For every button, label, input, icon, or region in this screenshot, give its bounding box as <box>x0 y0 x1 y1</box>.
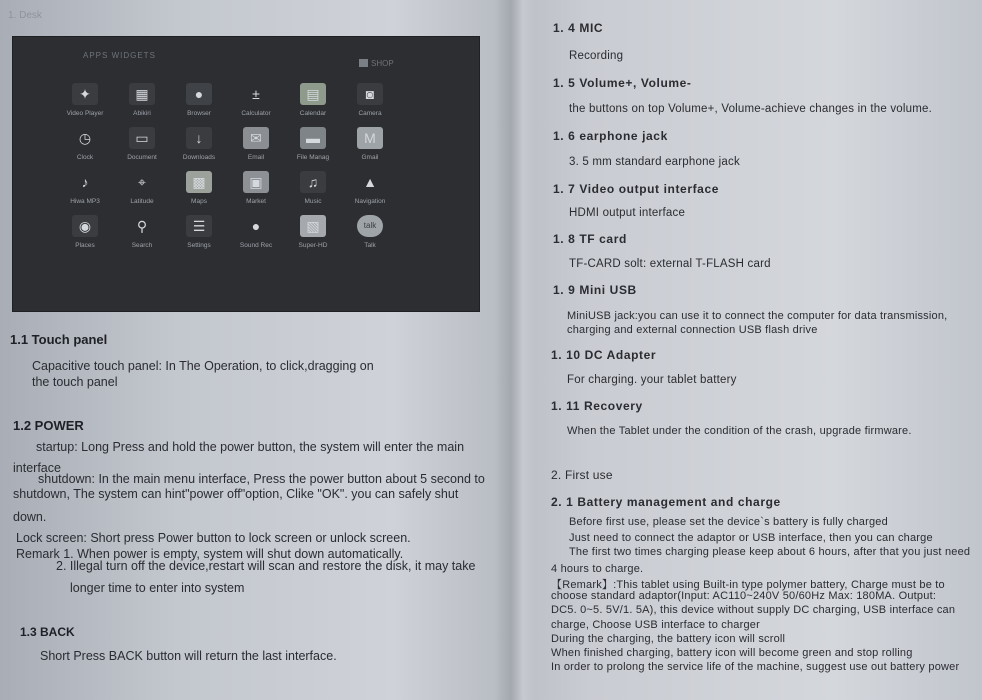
power-lock-screen: Lock screen: Short press Power button to lock screen or unlock screen. <box>16 531 411 545</box>
document-icon: ▭ <box>129 127 155 149</box>
dc-adapter-text: For charging. your tablet battery <box>567 374 737 386</box>
app-label: Browser <box>187 110 211 117</box>
film-icon: ✦ <box>72 83 98 105</box>
app-label: Clock <box>76 154 94 161</box>
app-label: Navigation <box>354 198 386 205</box>
heading-power: 1.2 POWER <box>13 418 84 433</box>
app-label: Hiwa MP3 <box>70 198 100 205</box>
heading-battery: 2. 1 Battery management and charge <box>551 495 781 509</box>
microphone-icon: ♪ <box>72 171 98 193</box>
mini-usb-text-2: charging and external connection USB flash drive <box>567 324 818 336</box>
music-icon: ♫ <box>300 171 326 193</box>
heading-back: 1.3 BACK <box>20 625 75 639</box>
touch-panel-text-1: Capacitive touch panel: In The Operation, to click,dragging on <box>32 359 374 373</box>
app-label: Video Player <box>66 110 104 117</box>
heading-first-use: 2. First use <box>551 468 613 482</box>
app-label: Places <box>75 242 95 249</box>
search-icon: ⚲ <box>129 215 155 237</box>
power-shutdown-2: shutdown, The system can hint"power off"option, Clike "OK". you can safely shut <box>13 487 459 501</box>
heading-mini-usb: 1. 9 Mini USB <box>553 283 637 297</box>
app-label: Search <box>131 242 153 249</box>
app-label: Calendar <box>299 110 327 117</box>
app-label: Settings <box>187 242 211 249</box>
mic-text: Recording <box>569 50 624 62</box>
globe-icon: ● <box>186 83 212 105</box>
heading-mic: 1. 4 MIC <box>553 21 604 35</box>
calculator-icon: ± <box>243 83 269 105</box>
battery-remark-2: choose standard adaptor(Input: AC110~240V 50/60Hz Max: 180MA. Output: <box>551 590 937 602</box>
market-icon: ▣ <box>243 171 269 193</box>
power-remark-2a: 2. Illegal turn off the device,restart will scan and restore the disk, it may take <box>56 559 476 573</box>
app-label: Abikiri <box>133 110 151 117</box>
battery-charging-1: During the charging, the battery icon will scroll <box>551 633 786 645</box>
app-label: Talk <box>364 242 376 249</box>
places-icon: ◉ <box>72 215 98 237</box>
battery-line-1: Before first use, please set the device`s battery is fully charged <box>569 516 888 528</box>
grid-icon: ▦ <box>129 83 155 105</box>
app-label: Email <box>247 154 265 161</box>
clock-icon: ◷ <box>72 127 98 149</box>
power-remark-2b: longer time to enter into system <box>70 581 245 595</box>
power-startup-1: startup: Long Press and hold the power button, the system will enter the main <box>36 440 465 454</box>
earphone-text: 3. 5 mm standard earphone jack <box>569 156 740 168</box>
heading-recovery: 1. 11 Recovery <box>551 399 643 413</box>
video-output-text: HDMI output interface <box>569 207 686 219</box>
app-label: Sound Rec <box>239 242 273 249</box>
back-text: Short Press BACK button will return the last interface. <box>40 649 337 663</box>
battery-remark-1: 【Remark】:This tablet using Built-in type polymer battery, Charge must be to <box>551 579 945 591</box>
app-label: Super-HD <box>298 242 328 249</box>
maps-icon: ▩ <box>186 171 212 193</box>
heading-tf-card: 1. 8 TF card <box>553 232 627 246</box>
app-launcher[interactable] <box>335 215 405 249</box>
sound-recorder-icon: ● <box>243 215 269 237</box>
app-label: Market <box>246 198 266 205</box>
folder-icon: ▬ <box>300 127 326 149</box>
heading-volume: 1. 5 Volume+, Volume- <box>553 76 692 90</box>
battery-line-3: The first two times charging please keep about 6 hours, after that you just need <box>569 546 971 558</box>
heading-touch-panel: 1.1 Touch panel <box>10 332 108 347</box>
talk-icon: talk <box>357 215 383 237</box>
power-shutdown-1: shutdown: In the main menu interface, Press the power button about 5 second to <box>38 472 485 486</box>
desk-caption: 1. Desk <box>8 10 42 21</box>
shop-label: SHOP <box>371 59 394 68</box>
calendar-icon: ▤ <box>300 83 326 105</box>
page-fold-shadow <box>495 0 535 700</box>
volume-text: the buttons on top Volume+, Volume-achieve changes in the volume. <box>569 103 933 115</box>
power-remark-1: Remark 1. When power is empty, system will shut down automatically. <box>16 547 404 561</box>
download-icon: ↓ <box>186 127 212 149</box>
app-label: Gmail <box>361 154 379 161</box>
latitude-icon: ⌖ <box>129 171 155 193</box>
shop-icon <box>359 59 368 67</box>
app-label: Camera <box>358 110 382 117</box>
heading-earphone: 1. 6 earphone jack <box>553 129 668 143</box>
navigation-icon: ▲ <box>357 171 383 193</box>
touch-panel-text-2: the touch panel <box>32 375 118 389</box>
mini-usb-text-1: MiniUSB jack:you can use it to connect the computer for data transmission, <box>567 310 948 322</box>
apps-widgets-tabs: APPS WIDGETS <box>83 51 156 60</box>
email-icon: ✉ <box>243 127 269 149</box>
app-label: Maps <box>191 198 207 205</box>
heading-dc-adapter: 1. 10 DC Adapter <box>551 348 657 362</box>
gmail-icon: M <box>357 127 383 149</box>
app-label: File Manag <box>296 154 330 161</box>
app-label: Document <box>127 154 157 161</box>
app-label: Downloads <box>182 154 216 161</box>
recovery-text: When the Tablet under the condition of the crash, upgrade firmware. <box>567 425 912 437</box>
app-launcher[interactable] <box>335 127 405 161</box>
app-launcher[interactable] <box>335 83 405 117</box>
battery-remark-3: DC5. 0~5. 5V/1. 5A), this device without supply DC charging, USB interface can <box>551 604 956 616</box>
heading-video-output: 1. 7 Video output interface <box>553 182 720 196</box>
battery-remark-4: charge, Choose USB interface to charger <box>551 619 760 631</box>
battery-line-2: Just need to connect the adaptor or USB interface, then you can charge <box>569 532 933 544</box>
battery-line-4: 4 hours to charge. <box>551 563 644 575</box>
tf-card-text: TF-CARD solt: external T-FLASH card <box>569 258 771 270</box>
settings-icon: ☰ <box>186 215 212 237</box>
camera-icon: ◙ <box>357 83 383 105</box>
app-launcher[interactable] <box>335 171 405 205</box>
video-hd-icon: ▧ <box>300 215 326 237</box>
power-startup-2: interface <box>13 461 61 475</box>
battery-charging-2: When finished charging, battery icon will become green and stop rolling <box>551 647 913 659</box>
app-label: Latitude <box>130 198 154 205</box>
app-label: Music <box>304 198 322 205</box>
power-shutdown-3: down. <box>13 510 47 524</box>
desktop-screenshot <box>12 36 480 312</box>
battery-charging-3: In order to prolong the service life of the machine, suggest use out battery power <box>551 661 960 673</box>
app-label: Calculator <box>241 110 271 117</box>
